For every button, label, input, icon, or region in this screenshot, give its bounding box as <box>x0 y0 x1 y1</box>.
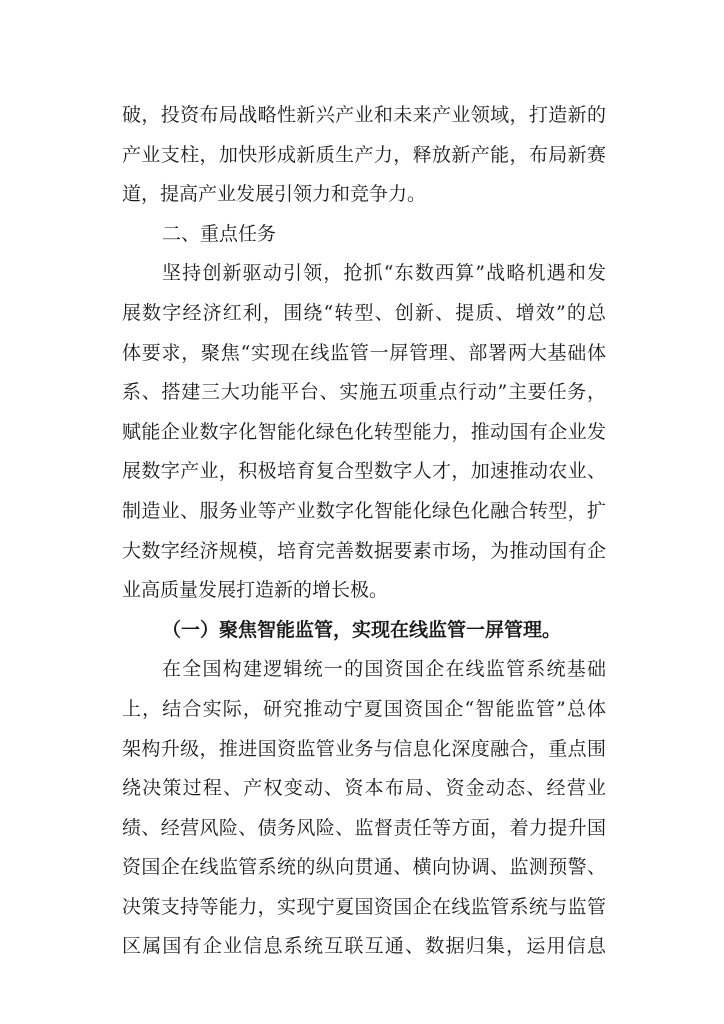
paragraph-line: 大数字经济规模，培育完善数据要素市场，为推动国有企 <box>122 539 606 562</box>
paragraph-line: 赋能企业数字化智能化绿色化转型能力，推动国有企业发 <box>122 420 606 443</box>
paragraph-line: 展数字产业，积极培育复合型数字人才，加速推动农业、 <box>122 460 606 483</box>
section-heading: 二、重点任务 <box>162 222 277 245</box>
paragraph-line: 道，提高产业发展引领力和竞争力。 <box>122 183 427 206</box>
paragraph-line: 业高质量发展打造新的增长极。 <box>122 579 389 602</box>
paragraph-line: 制造业、服务业等产业数字化智能化绿色化融合转型，扩 <box>122 499 606 522</box>
body-text <box>122 96 606 967</box>
paragraph-line: 区属国有企业信息系统互联互通、数据归集，运用信息 <box>122 935 606 958</box>
paragraph-line: 上，结合实际，研究推动宁夏国资国企“智能监管”总体 <box>122 697 606 720</box>
paragraph-line: 在全国构建逻辑统一的国资国企在线监管系统基础 <box>162 658 606 681</box>
paragraph-line: 资国企在线监管系统的纵向贯通、横向协调、监测预警、 <box>122 856 606 879</box>
paragraph-line: 破，投资布局战略性新兴产业和未来产业领域，打造新的 <box>122 104 606 126</box>
paragraph-line: 架构升级，推进国资监管业务与信息化深度融合，重点围 <box>122 737 606 760</box>
paragraph-line: 坚持创新驱动引领，抢抓“东数西算”战略机遇和发 <box>162 262 606 285</box>
paragraph-line: 展数字经济红利，围绕“转型、创新、提质、增效”的总 <box>122 301 606 324</box>
subsection-heading: （一）聚焦智能监管，实现在线监管一屏管理。 <box>162 618 562 641</box>
paragraph-line: 绩、经营风险、债务风险、监督责任等方面，着力提升国 <box>122 816 606 839</box>
paragraph-line: 决策支持等能力，实现宁夏国资国企在线监管系统与监管 <box>122 895 606 918</box>
paragraph-line: 体要求，聚焦“实现在线监管一屏管理、部署两大基础体 <box>122 341 606 364</box>
paragraph-line: 产业支柱，加快形成新质生产力，释放新产能，布局新赛 <box>122 143 606 166</box>
paragraph-line: 系、搭建三大功能平台、实施五项重点行动”主要任务， <box>122 381 606 404</box>
paragraph-line: 绕决策过程、产权变动、资本布局、资金动态、经营业 <box>122 777 606 800</box>
